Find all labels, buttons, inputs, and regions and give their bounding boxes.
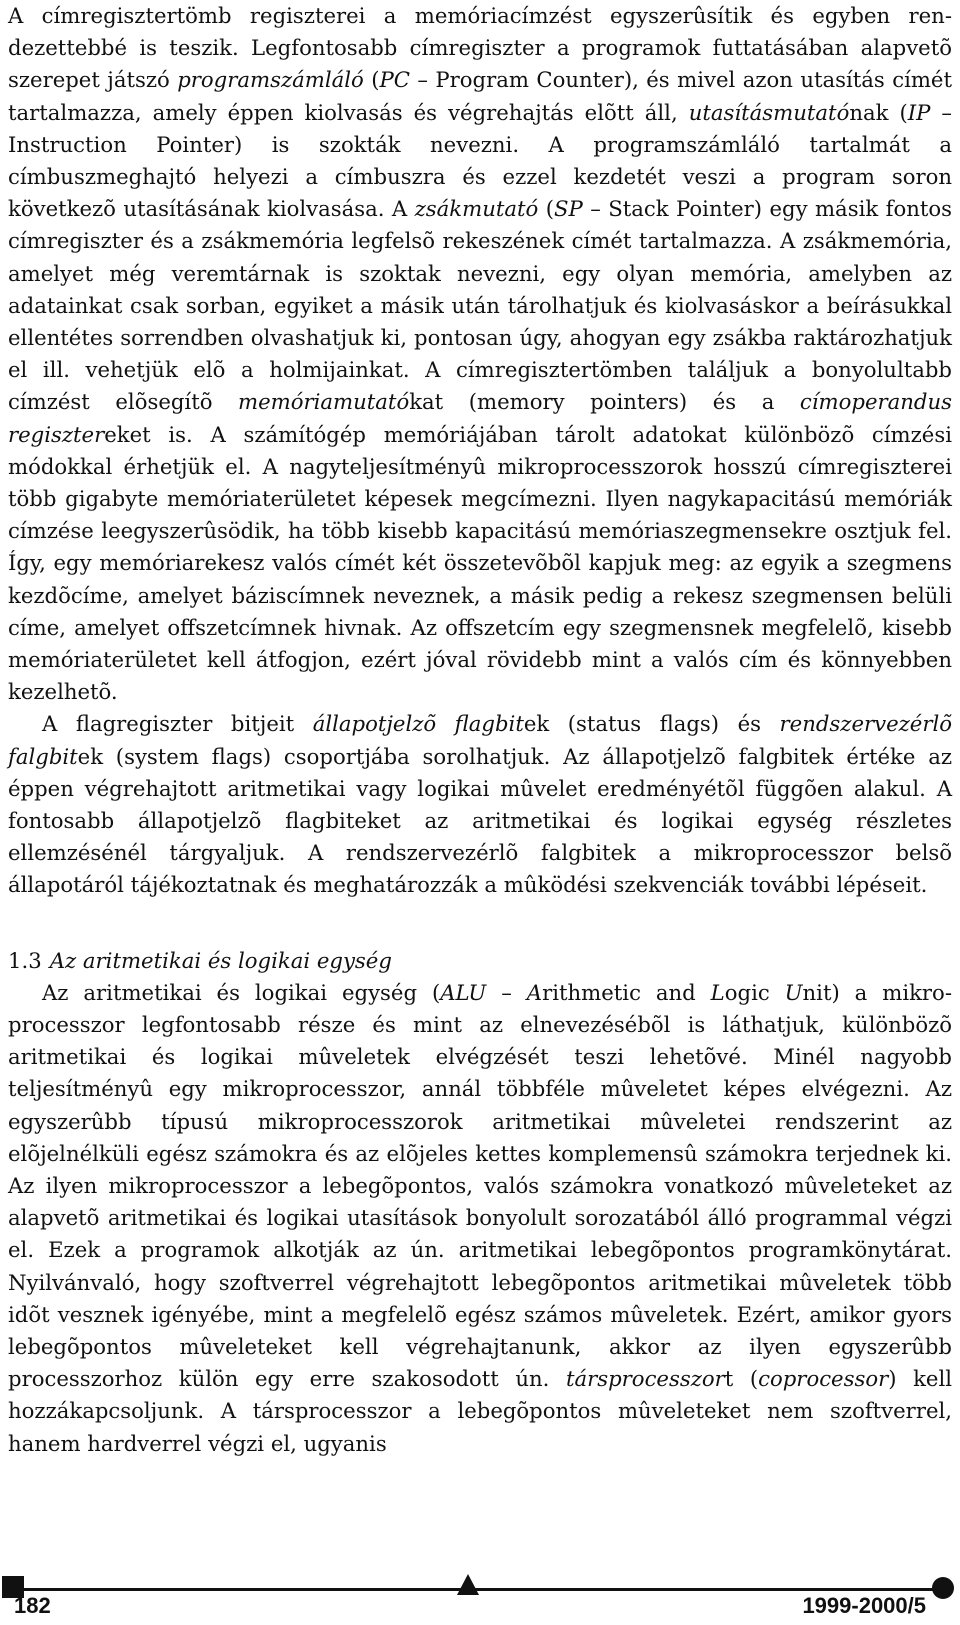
section-number: 1.3 xyxy=(8,947,42,973)
text-run: kat (memory pointers) és a xyxy=(409,389,800,415)
document-page xyxy=(8,0,952,1460)
italic-term: állapotjelzõ flagbit xyxy=(312,711,524,737)
italic-term: IP xyxy=(907,99,931,125)
italic-term: programszámláló xyxy=(177,67,364,93)
italic-term: A xyxy=(526,979,543,1005)
text-run: ( xyxy=(363,67,380,93)
paragraph-address-registers xyxy=(8,0,952,708)
text-run: – xyxy=(486,979,527,1005)
text-run: – Stack Pointer) egy másik fontos címregiszter és a zsákmemória legfelsõ rekeszének címét tartalmazza. A zsákmemória, amelyet még veremtárnak is szoktak nevezni, egy olyan memória, amelyben az adatainkat csak sorban, egyiket a másik után tárolhatjuk és kiolvasáskor a beírásukkal ellentétes sorrendben olvashatjuk ki, pontosan úgy, ahogyan egy zsákba raktározhatjuk el ill. vehetjük elõ a holmijainkat. A címregisztertömben találjuk a bonyolultabb címzést elõsegítõ xyxy=(8,196,952,415)
text-run: Az aritmetikai és logikai egység ( xyxy=(42,979,441,1005)
italic-term: PC xyxy=(379,67,410,93)
text-run: – Instruction Pointer) is szokták nevezni. A programszámláló tartalmát a címbuszmeghajtó helyezi a címbuszra és ezzel kezdetét veszi a program soron következõ utasításának kiolvasása. A xyxy=(8,99,952,222)
text-run: ( xyxy=(538,196,554,222)
issue-label: 1999-2000/5 xyxy=(802,1593,926,1618)
text-run: t ( xyxy=(724,1366,759,1392)
italic-term: memóriamutató xyxy=(238,389,410,415)
circle-marker-icon xyxy=(932,1577,954,1599)
triangle-marker-icon xyxy=(457,1574,479,1595)
section-title: Az aritmetikai és logikai egység xyxy=(49,947,392,973)
italic-term: L xyxy=(710,979,725,1005)
text-run: nit) a mikroprocesszor legfontosabb része és mint az elnevezésébõl is láthatjuk, különbözõ aritmetikai és logikai mûveletek elvégzését teszi lehetõvé. Minél nagyobb teljesítményû egy mikroprocesszor, annál többféle mûveletet képes elvégezni. Az egyszerûbb típusú mikroprocesszorok aritmetikai mûveletei rendszerint az elõjelnélküli egész számokra és az elõjeles kettes komplemensû számokra terjednek ki. Az ilyen mikroprocesszor a lebegõpontos, valós számokra vonatkozó mûveleteket az alapvetõ aritmetikai és logikai utasítások bonyolult sorozatából álló programmal végzi el. Ezek a programok alkotják az ún. aritmetikai lebegõpontos programkönytárat. Nyilvánvaló, hogy szoftverrel végrehajtott lebegõpontos aritmetikai mûveletek több idõt vesznek igényébe, mint a megfelelõ egész számos mûveletek. Ezért, amikor gyors lebegõpontos mûveleteket kell végrehajtanunk, akkor az ilyen egyszerûbb processzorhoz külön egy erre szakosodott ún. xyxy=(8,979,952,1392)
italic-term: címoperandus regiszter xyxy=(8,389,952,447)
text-run: rithmetic and xyxy=(542,979,711,1005)
italic-term: coprocessor xyxy=(758,1366,889,1392)
text-run: nak ( xyxy=(849,99,908,125)
section-heading xyxy=(8,945,952,977)
text-run: A címregisztertömb regiszterei a memóriacímzést egyszerûsítik és egyben rendezettebbé is teszik. Legfontosabb címregiszter a programok futtatásában alapvetõ szerepet játszó xyxy=(8,3,952,93)
footer-rule xyxy=(14,1588,946,1591)
paragraph-flag-register xyxy=(8,708,952,901)
page-number: 182 xyxy=(14,1593,51,1618)
italic-term: U xyxy=(784,979,803,1005)
text-run: ) kell hozzákapcsoljunk. A társprocesszor a lebegõpontos mûveleteket nem szoftverrel, hanem hardverrel végzi el, ugyanis xyxy=(8,1366,953,1456)
italic-term: rendszervezérlõ falgbit xyxy=(8,711,952,769)
italic-term: ALU xyxy=(440,979,487,1005)
italic-term: SP xyxy=(554,196,583,222)
page-footer xyxy=(0,1555,960,1625)
text-run: ek (system flags) csoportjába sorolhatjuk. Az állapotjelzõ falgbitek értéke az éppen végrehajtott aritmetikai vagy logikai mûvelet eredményétõl függõen alakul. A fontosabb állapotjelzõ flagbiteket az aritmetikai és logikai egység részletes ellemzésénél tárgyaljuk. A rendszervezérlõ falgbitek a mikroprocesszor belsõ állapotáról tájékoztatnak és meghatározzák a mûködési szekvenciák további lépéseit. xyxy=(8,743,952,898)
italic-term: társprocesszor xyxy=(565,1366,725,1392)
italic-term: utasításmutató xyxy=(688,99,850,125)
italic-term: zsákmutató xyxy=(414,196,539,222)
text-run: A flagregiszter bitjeit xyxy=(42,711,313,737)
text-run: eket is. A számítógép memóriájában tárolt adatokat különbözõ címzési módokkal érhetjük el. A nagyteljesítményû mikroprocesszorok hosszú címregiszterei több gigabyte memóriaterületet képesek megcímezni. Ilyen nagykapacitású memóriák címzése leegyszerûsödik, ha több kisebb kapacitású memóriaszegmensekre osztjuk fel. Így, egy memóriarekesz valós címét két összetevõbõl kapjuk meg: az egyik a szegmens kezdõcíme, amelyet báziscímnek neveznek, a másik pedig a rekesz szegmensen belüli címe, amelyet offszetcímnek hivnak. Az offszetcím egy szegmensnek megfelelõ, kisebb memóriaterületet kell átfogjon, ezért jóval rövidebb mint a valós cím és könnyebben kezelhetõ. xyxy=(8,421,952,705)
text-run: – Program Counter), és mivel azon utasítás címét tartalmazza, amely éppen kiolvasás és végrehajtás elõtt áll, xyxy=(8,67,952,125)
text-run: ek (status flags) és xyxy=(523,711,780,737)
text-run: ogic xyxy=(724,979,785,1005)
paragraph-alu xyxy=(8,977,952,1460)
